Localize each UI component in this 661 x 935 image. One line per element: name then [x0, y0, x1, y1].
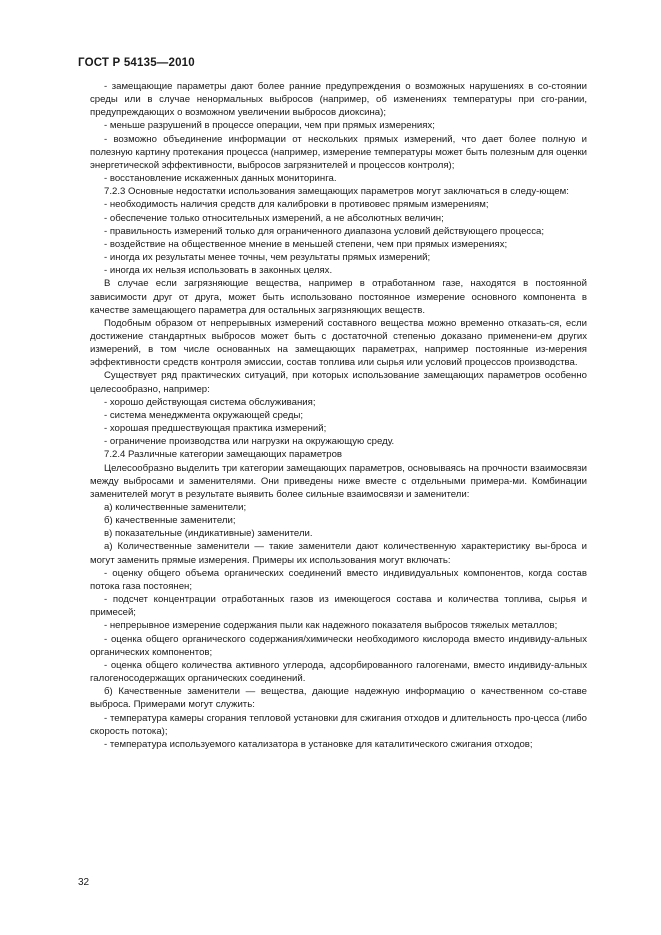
- paragraph: - правильность измерений только для ограниченного диапазона условий действующего процесса;: [104, 225, 544, 237]
- paragraph: в) показательные (индикативные) заменители.: [104, 528, 313, 540]
- page-number: 32: [78, 877, 90, 888]
- paragraph: - подсчет концентрации отработанных газов из имеющегося состава и количества топлива, сырья и примесей;: [90, 594, 587, 619]
- paragraph: - хорошо действующая система обслуживания;: [104, 396, 316, 408]
- section-heading: 7.2.4 Различные категории замещающих параметров: [104, 449, 343, 461]
- paragraph: - оценка общего количества активного углерода, адсорбированного галогенами, вместо индивиду-альных галогеносодержащих органических соединений.: [90, 659, 587, 685]
- document-body: [90, 80, 587, 751]
- paragraph: - оценка общего органического содержания/химически необходимого кислорода вместо индивиду-альных органических компонентов;: [90, 633, 587, 658]
- paragraph: - возможно объединение информации от нескольких прямых измерений, что дает более полную и полезную картину протекания процесса (например, измерение температуры может быть полезным для оценки энергетической эффективности, выбросов загрязнителей и процессов контроля);: [90, 133, 587, 171]
- paragraph: - восстановление искаженных данных мониторинга.: [104, 173, 337, 185]
- paragraph: - температура камеры сгорания тепловой установки для сжигания отходов и длительность про-цесса (либо скорость потока);: [90, 712, 587, 737]
- paragraph: - оценку общего объема органических соединений вместо индивидуальных компонентов, когда состав потока газа постоянен;: [90, 567, 587, 592]
- paragraph: - иногда их нельзя использовать в законных целях.: [104, 265, 333, 277]
- paragraph: - обеспечение только относительных измерений, а не абсолютных величин;: [104, 212, 444, 224]
- paragraph: а) Количественные заменители — такие заменители дают количественную характеристику вы-броса и могут заменить прямые измерения. Примеры их использования могут включать:: [90, 541, 587, 566]
- paragraph: - система менеджмента окружающей среды;: [104, 409, 304, 421]
- paragraph: - хорошая предшествующая практика измерений;: [104, 423, 327, 435]
- paragraph: а) количественные заменители;: [104, 502, 247, 513]
- paragraph: б) Качественные заменители — вещества, дающие надежную информацию о качественном со-ставе выброса. Примерами могут служить:: [90, 686, 587, 711]
- paragraph: - температура используемого катализатора в установке для каталитического сжигания отходов;: [104, 738, 533, 750]
- paragraph: - замещающие параметры дают более ранние предупреждения о возможных нарушениях в со-стоянии среды или в случае ненормальных выбросов (например, об изменениях температуры при сго-рании, предупреждающих о возможном увеличении выбросов диоксина);: [90, 81, 587, 119]
- paragraph: - иногда их результаты менее точны, чем результаты прямых измерений;: [104, 252, 431, 264]
- paragraph: - непрерывное измерение содержания пыли как надежного показателя выбросов тяжелых металлов;: [104, 620, 558, 632]
- paragraph: В случае если загрязняющие вещества, например в отработанном газе, находятся в постоянной зависимости друг от друга, может быть использовано постоянное измерение основного компонента в качестве замещающего параметра для остальных загрязняющих веществ.: [90, 278, 587, 316]
- paragraph: - ограничение производства или нагрузки на окружающую среду.: [104, 436, 395, 448]
- paragraph: Существует ряд практических ситуаций, при которых использование замещающих параметров особенно целесообразно, например:: [90, 370, 587, 395]
- document-header: ГОСТ Р 54135—2010: [78, 57, 195, 69]
- paragraph: б) качественные заменители;: [104, 515, 236, 527]
- paragraph: - меньше разрушений в процессе операции, чем при прямых измерениях;: [104, 120, 435, 132]
- paragraph: Подобным образом от непрерывных измерений составного вещества можно временно отказать-ся, если достижение стандартных выбросов может быть с достаточной степенью доказано применени-ем других измерений, в том числе основанных на замещающих параметрах, например постоянные из-мерения эффективности средств контроля эмиссии, состав топлива или сырья или условий процессов производства.: [90, 317, 587, 369]
- paragraph: - необходимость наличия средств для калибровки в противовес прямым измерениям;: [104, 199, 489, 211]
- paragraph: Целесообразно выделить три категории замещающих параметров, основываясь на прочности взаимосвязи между выбросами и заменителями. Они приведены ниже вместе с отдельными примера-ми. Комбинации заменителей могут в результате выявить более сильные взаимосвязи и заменители:: [90, 462, 587, 500]
- section-paragraph: 7.2.3 Основные недостатки использования замещающих параметров могут заключаться в следу-ющем:: [104, 186, 569, 198]
- paragraph: - воздействие на общественное мнение в меньшей степени, чем при прямых измерениях;: [104, 238, 508, 250]
